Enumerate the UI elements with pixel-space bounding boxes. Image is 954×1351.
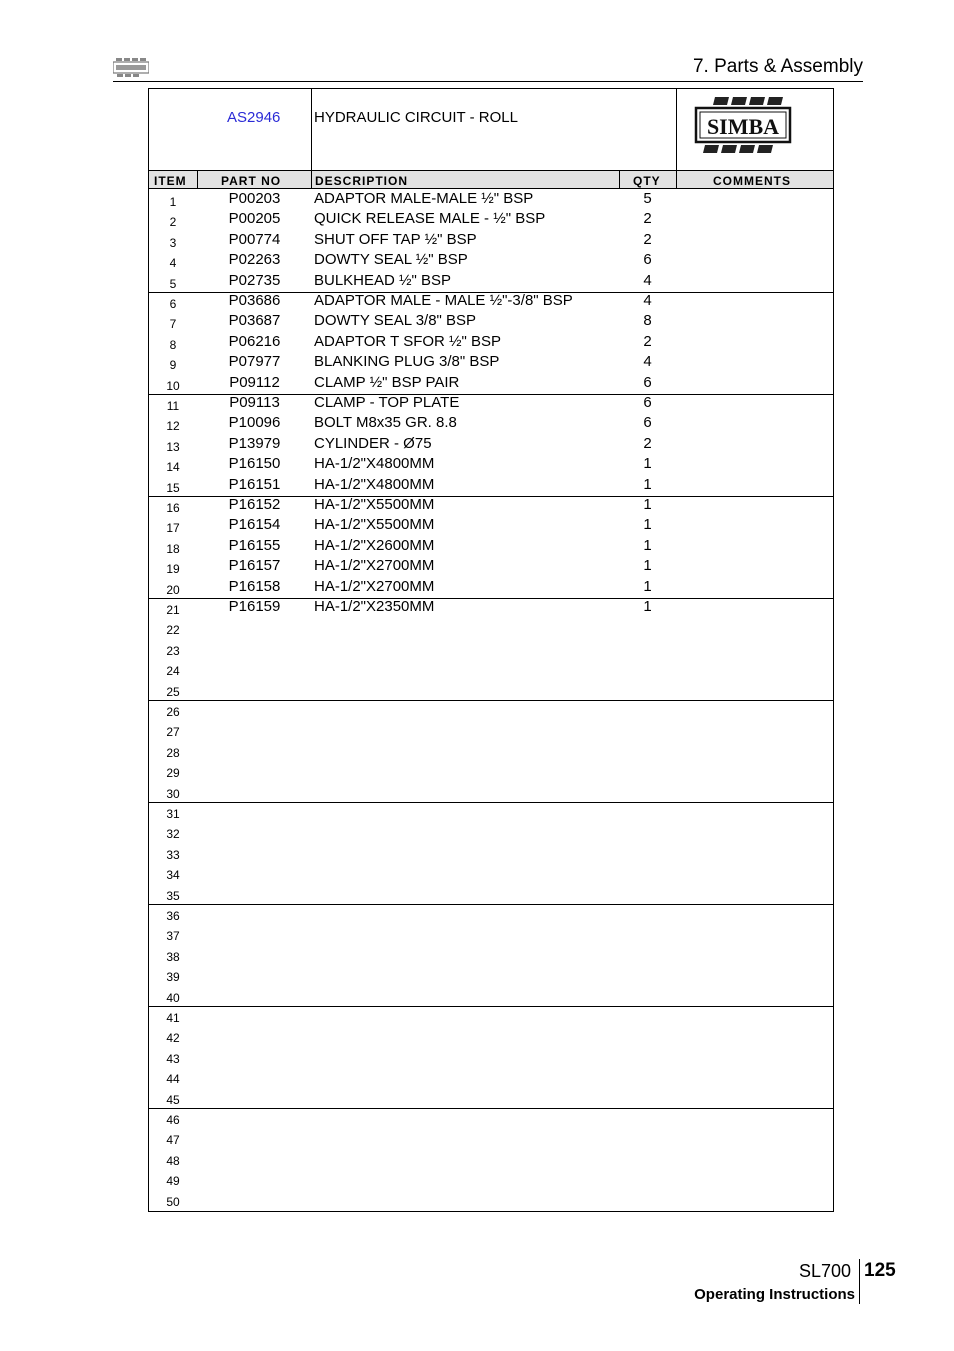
part-description: SHUT OFF TAP ½" BSP [314, 230, 477, 248]
part-quantity: 1 [643, 536, 652, 554]
item-number: 8 [169, 337, 177, 352]
item-number: 34 [166, 868, 180, 883]
table-row [149, 761, 833, 781]
part-quantity: 8 [643, 312, 652, 330]
table-row [149, 496, 833, 516]
part-quantity: 4 [643, 353, 652, 371]
table-row [149, 598, 833, 618]
item-number: 19 [166, 562, 180, 577]
table-row [149, 557, 833, 577]
item-number: 30 [166, 786, 180, 801]
document-type: Operating Instructions [694, 1286, 855, 1303]
table-row [149, 312, 833, 332]
table-row [149, 251, 833, 271]
table-row [149, 965, 833, 985]
item-number: 28 [166, 745, 180, 760]
part-quantity: 2 [643, 332, 652, 350]
table-row [149, 720, 833, 740]
item-number: 1 [169, 195, 177, 209]
header-rule [113, 81, 863, 82]
item-number: 43 [166, 1051, 180, 1066]
part-quantity: 4 [643, 292, 652, 309]
title-divider [676, 89, 677, 170]
col-divider [676, 171, 677, 188]
item-number: 41 [166, 1011, 180, 1025]
page-number: 125 [864, 1260, 896, 1281]
model-name: SL700 [799, 1261, 852, 1281]
part-number: P16154 [228, 516, 281, 534]
table-row [149, 1006, 833, 1026]
item-number: 12 [166, 419, 180, 434]
part-description: CLAMP ½" BSP PAIR [314, 373, 460, 391]
part-quantity: 6 [643, 414, 652, 432]
item-number: 7 [169, 317, 177, 332]
item-number: 10 [166, 378, 180, 393]
part-description: HA-1/2"X2350MM [314, 598, 435, 615]
footer-rule [859, 1259, 860, 1304]
item-number: 35 [166, 888, 180, 903]
item-number: 48 [166, 1153, 180, 1168]
part-quantity: 1 [643, 516, 652, 534]
item-number: 36 [166, 909, 180, 923]
part-quantity: 1 [643, 475, 652, 493]
part-description: BLANKING PLUG 3/8" BSP [314, 353, 500, 371]
small-simba-logo [113, 58, 149, 78]
part-number: P16157 [228, 557, 281, 575]
table-row [149, 843, 833, 863]
part-number: P16158 [228, 577, 281, 595]
part-description: ADAPTOR T SFOR ½" BSP [314, 332, 502, 350]
table-row [149, 210, 833, 230]
part-quantity: 1 [643, 577, 652, 595]
item-number: 4 [169, 256, 177, 271]
table-row [149, 292, 833, 312]
item-number: 5 [169, 276, 177, 291]
table-row [149, 231, 833, 251]
title-divider [311, 89, 312, 170]
part-number: P00203 [228, 190, 281, 207]
table-row [149, 374, 833, 394]
item-number: 15 [166, 480, 180, 495]
table-row [149, 414, 833, 434]
item-number: 25 [166, 684, 180, 699]
item-number: 47 [166, 1133, 180, 1148]
item-number: 27 [166, 725, 180, 740]
item-number: 50 [166, 1194, 180, 1209]
part-description: CLAMP - TOP PLATE [314, 394, 460, 411]
part-quantity: 6 [643, 251, 652, 269]
col-divider [311, 171, 312, 188]
part-description: HA-1/2"X2600MM [314, 536, 435, 554]
table-row [149, 1128, 833, 1148]
part-number: P16155 [228, 536, 281, 554]
item-number: 46 [166, 1113, 180, 1127]
part-description: HA-1/2"X2700MM [314, 577, 435, 595]
col-divider [197, 171, 198, 188]
table-row [149, 333, 833, 353]
table-row [149, 986, 833, 1006]
col-divider [619, 171, 620, 188]
item-number: 45 [166, 1092, 180, 1107]
part-description: ADAPTOR MALE-MALE ½" BSP [314, 190, 534, 207]
table-row [149, 782, 833, 802]
table-row [149, 394, 833, 414]
item-number: 17 [166, 521, 180, 536]
part-number: P00774 [228, 230, 281, 248]
table-row [149, 1169, 833, 1189]
assembly-description: HYDRAULIC CIRCUIT - ROLL [314, 109, 518, 126]
part-quantity: 2 [643, 434, 652, 452]
part-description: HA-1/2"X2700MM [314, 557, 435, 575]
item-number: 23 [166, 643, 180, 658]
part-description: BOLT M8x35 GR. 8.8 [314, 414, 457, 432]
part-number: P00205 [228, 210, 281, 228]
part-description: DOWTY SEAL 3/8" BSP [314, 312, 477, 330]
col-comments-header: COMMENTS [713, 174, 791, 188]
part-quantity: 5 [643, 190, 652, 207]
item-number: 38 [166, 949, 180, 964]
part-quantity: 1 [643, 455, 652, 473]
item-number: 37 [166, 929, 180, 944]
col-part-header: PART NO [221, 174, 282, 188]
table-row [149, 272, 833, 292]
item-number: 49 [166, 1174, 180, 1189]
part-number: P16152 [228, 496, 281, 513]
table-row [149, 1149, 833, 1169]
table-row [149, 476, 833, 496]
part-description: CYLINDER - Ø75 [314, 434, 432, 452]
item-number: 39 [166, 970, 180, 985]
item-number: 33 [166, 847, 180, 862]
section-title: 7. Parts & Assembly [692, 56, 863, 77]
table-row [149, 884, 833, 904]
item-number: 2 [169, 215, 177, 230]
part-quantity: 2 [643, 210, 652, 228]
part-number: P16150 [228, 455, 281, 473]
assembly-title-row [149, 89, 833, 170]
table-row [149, 537, 833, 557]
table-row [149, 190, 833, 210]
part-number: P02735 [228, 271, 281, 289]
part-number: P09113 [229, 394, 280, 411]
part-quantity: 4 [643, 271, 652, 289]
table-row [149, 1026, 833, 1046]
table-row [149, 822, 833, 842]
table-row [149, 680, 833, 700]
column-header-row [149, 170, 833, 189]
part-description: ADAPTOR MALE - MALE ½"-3/8" BSP [314, 292, 573, 309]
item-number: 44 [166, 1072, 180, 1087]
part-number: P16159 [228, 598, 281, 615]
part-quantity: 2 [643, 230, 652, 248]
table-row [149, 639, 833, 659]
table-row [149, 353, 833, 373]
item-number: 11 [166, 399, 180, 413]
col-qty-header: QTY [633, 174, 661, 188]
simba-logo [693, 95, 793, 159]
part-quantity: 6 [643, 373, 652, 391]
item-number: 13 [166, 439, 180, 454]
item-number: 9 [169, 358, 177, 373]
part-number: P03686 [228, 292, 281, 309]
part-number: P10096 [228, 414, 281, 432]
assembly-part-number: AS2946 [227, 109, 281, 126]
item-number: 20 [166, 582, 180, 597]
part-description: HA-1/2"X4800MM [314, 475, 435, 493]
item-number: 14 [166, 460, 180, 475]
item-number: 22 [166, 623, 180, 638]
table-row [149, 435, 833, 455]
part-number: P03687 [228, 312, 281, 330]
item-number: 31 [166, 807, 180, 821]
item-number: 3 [169, 235, 177, 250]
table-row [149, 741, 833, 761]
part-number: P09112 [229, 373, 280, 391]
table-row [149, 904, 833, 924]
table-row [149, 802, 833, 822]
table-row [149, 1190, 833, 1210]
logo-wordmark: SIMBA [706, 114, 780, 139]
item-number: 42 [166, 1031, 180, 1046]
item-number: 32 [166, 827, 180, 842]
part-number: P07977 [228, 353, 281, 371]
table-row [149, 700, 833, 720]
table-row [149, 924, 833, 944]
part-description: HA-1/2"X5500MM [314, 516, 435, 534]
part-description: BULKHEAD ½" BSP [314, 271, 452, 289]
part-description: HA-1/2"X5500MM [314, 496, 435, 513]
item-number: 18 [166, 541, 180, 556]
col-desc-header: DESCRIPTION [315, 174, 409, 188]
table-row [149, 1108, 833, 1128]
parts-sheet [148, 88, 834, 1212]
part-description: DOWTY SEAL ½" BSP [314, 251, 468, 269]
item-number: 6 [169, 297, 177, 311]
part-quantity: 1 [643, 496, 652, 513]
table-row [149, 618, 833, 638]
part-number: P16151 [228, 475, 281, 493]
part-number: P02263 [228, 251, 281, 269]
table-row [149, 1088, 833, 1108]
item-number: 21 [166, 603, 180, 617]
col-item-header: ITEM [154, 174, 187, 188]
table-row [149, 863, 833, 883]
item-number: 40 [166, 990, 180, 1005]
part-quantity: 1 [643, 598, 652, 615]
part-description: HA-1/2"X4800MM [314, 455, 435, 473]
part-number: P13979 [228, 434, 281, 452]
item-number: 26 [166, 705, 180, 719]
item-number: 29 [166, 766, 180, 781]
table-row [149, 945, 833, 965]
part-quantity: 1 [643, 557, 652, 575]
table-row [149, 516, 833, 536]
table-row [149, 1047, 833, 1067]
table-row [149, 578, 833, 598]
table-row [149, 1067, 833, 1087]
part-quantity: 6 [643, 394, 652, 411]
table-row [149, 455, 833, 475]
part-description: QUICK RELEASE MALE - ½" BSP [314, 210, 546, 228]
item-number: 16 [166, 501, 180, 515]
item-number: 24 [166, 664, 180, 679]
part-number: P06216 [228, 332, 281, 350]
table-row [149, 659, 833, 679]
